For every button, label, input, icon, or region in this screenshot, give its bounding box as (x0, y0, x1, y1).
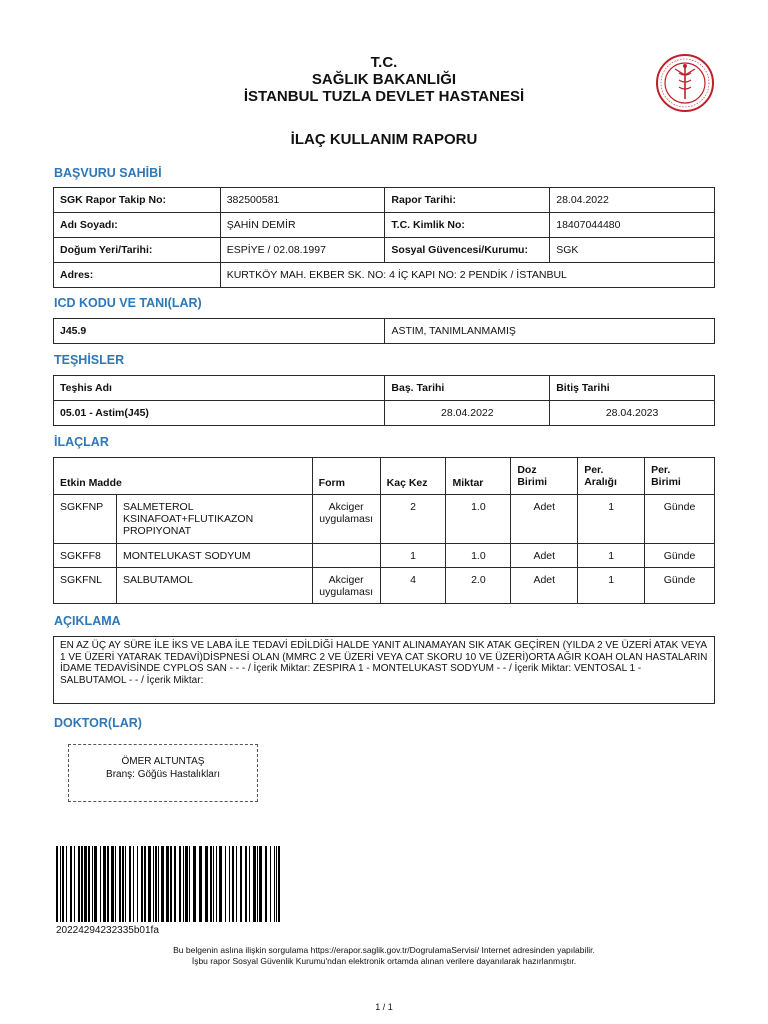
medication-name: SALBUTAMOL (116, 568, 312, 604)
name-value: ŞAHİN DEMİR (220, 213, 385, 238)
section-teshisler-heading: TEŞHİSLER (54, 353, 125, 367)
header-form: Form (312, 458, 380, 495)
header-miktar: Miktar (446, 458, 511, 495)
medication-row (54, 568, 715, 604)
medication-form: Akciger uygulaması (312, 568, 380, 604)
medication-period-unit: Günde (645, 568, 715, 604)
medication-period-interval: 1 (578, 495, 645, 544)
medication-amount: 1.0 (446, 495, 511, 544)
medication-code: SGKFNL (54, 568, 117, 604)
insurance-value: SGK (550, 238, 715, 263)
medication-dose-unit: Adet (511, 568, 578, 604)
diagnosis-name: 05.01 - Astim(J45) (54, 401, 385, 426)
barcode-text: 20224294232335b01fa (56, 925, 159, 936)
header-ministry: SAĞLIK BAKANLIĞI (311, 71, 457, 88)
page-number: 1 / 1 (375, 1002, 393, 1012)
barcode-icon (56, 846, 282, 922)
tc-id-value: 18407044480 (550, 213, 715, 238)
icd-table (53, 318, 715, 344)
medication-dose-unit: Adet (511, 495, 578, 544)
report-date-label: Rapor Tarihi: (385, 188, 550, 213)
section-icd-heading: ICD KODU VE TANI(LAR) (54, 296, 202, 310)
birth-label: Doğum Yeri/Tarihi: (54, 238, 221, 263)
medication-frequency: 2 (380, 495, 446, 544)
insurance-label: Sosyal Güvencesi/Kurumu: (385, 238, 550, 263)
medication-frequency: 4 (380, 568, 446, 604)
medication-period-interval: 1 (578, 568, 645, 604)
diagnosis-name-header: Teşhis Adı (54, 376, 385, 401)
section-doktor-heading: DOKTOR(LAR) (54, 716, 142, 730)
medication-code: SGKFF8 (54, 544, 117, 568)
sgk-report-label: SGK Rapor Takip No: (54, 188, 221, 213)
medication-row (54, 495, 715, 544)
icd-code: J45.9 (54, 319, 385, 344)
diagnosis-start: 28.04.2022 (385, 401, 550, 426)
section-aciklama-heading: AÇIKLAMA (54, 614, 121, 628)
header-hospital: İSTANBUL TUZLA DEVLET HASTANESİ (243, 88, 525, 105)
explanation-text: EN AZ ÜÇ AY SÜRE İLE İKS VE LABA İLE TEDAVİ EDİLDİĞİ HALDE YANIT ALINAMAYAN SIK ATAK GEÇİREN (YILDA 2 VE ÜZERİ ATAK VEYA 1 VE ÜZERİ YATARAK TEDAVİ)DİSPNESİ OLAN (MMRC 2 VE ÜZERİ VEYA CAT SKORU 10 VE ÜZERİ)ORTA AĞIR KOAH OLAN HASTALARIN İDAME TEDAVİSİNDE CYPLOS SAN - - - / İçerik Miktar: ZESPIRA 1 - MONTELUKAST SODYUM - - / İçerik Miktar: VENTOSAL 1 - SALBUTAMOL - - / İçerik Miktar: (53, 636, 715, 704)
header-doz-birimi (511, 458, 578, 495)
medication-dose-unit: Adet (511, 544, 578, 568)
medication-code: SGKFNP (54, 495, 117, 544)
header-per-araligi-line2: Aralığı (584, 476, 617, 488)
icd-name: ASTIM, TANIMLANMAMIŞ (385, 319, 715, 344)
footer-disclaimer: İşbu rapor Sosyal Güvenlik Kurumu'ndan elektronik ortamda alınan verilere dayanılarak hazırlanmıştır. (191, 956, 577, 966)
medication-form: Akciger uygulaması (312, 495, 380, 544)
report-title: İLAÇ KULLANIM RAPORU (290, 131, 478, 148)
diagnosis-end-header: Bitiş Tarihi (550, 376, 715, 401)
footer-verification: Bu belgenin aslına ilişkin sorgulama https://erapor.saglik.gov.tr/DogrulamaServisi/ Internet adresinden yapılabilir. (173, 945, 595, 955)
medication-frequency: 1 (380, 544, 446, 568)
header-per-araligi-line1: Per. (584, 464, 604, 476)
header-per-birimi (645, 458, 715, 495)
report-date-value: 28.04.2022 (550, 188, 715, 213)
diagnosis-table (53, 375, 715, 426)
address-value: KURTKÖY MAH. EKBER SK. NO: 4 İÇ KAPI NO: 2 PENDİK / İSTANBUL (220, 263, 714, 288)
hospital-header (0, 54, 768, 105)
footer (0, 945, 768, 967)
section-basvuru-heading: BAŞVURU SAHİBİ (54, 166, 162, 180)
name-label: Adı Soyadı: (54, 213, 221, 238)
tc-id-label: T.C. Kimlik No: (385, 213, 550, 238)
medication-period-unit: Günde (645, 544, 715, 568)
header-kac-kez: Kaç Kez (380, 458, 446, 495)
medication-amount: 1.0 (446, 544, 511, 568)
doctor-name: ÖMER ALTUNTAŞ (121, 756, 205, 767)
birth-value: ESPİYE / 02.08.1997 (220, 238, 385, 263)
medication-period-unit: Günde (645, 495, 715, 544)
header-etkin-madde: Etkin Madde (54, 458, 313, 495)
medication-form (312, 544, 380, 568)
address-label: Adres: (54, 263, 221, 288)
header-per-araligi (578, 458, 645, 495)
header-doz-line2: Birimi (517, 476, 548, 488)
doctor-box (68, 744, 258, 802)
header-per-birimi-line2: Birimi (651, 476, 681, 488)
sgk-report-value: 382500581 (220, 188, 385, 213)
medication-period-interval: 1 (578, 544, 645, 568)
diagnosis-start-header: Baş. Tarihi (385, 376, 550, 401)
medication-row (54, 544, 715, 568)
doctor-branch: Branş: Göğüs Hastalıkları (106, 769, 220, 780)
medication-amount: 2.0 (446, 568, 511, 604)
diagnosis-end: 28.04.2023 (550, 401, 715, 426)
header-tc: T.C. (370, 54, 398, 71)
medication-table (53, 457, 715, 604)
ministry-seal-icon (655, 53, 715, 113)
medication-name: SALMETEROL KSINAFOAT+FLUTIKAZON PROPIYONAT (116, 495, 312, 544)
section-ilaclar-heading: İLAÇLAR (54, 435, 109, 449)
medication-name: MONTELUKAST SODYUM (116, 544, 312, 568)
header-doz-line1: Doz (517, 464, 537, 476)
applicant-table (53, 187, 715, 288)
header-per-birimi-line1: Per. (651, 464, 671, 476)
